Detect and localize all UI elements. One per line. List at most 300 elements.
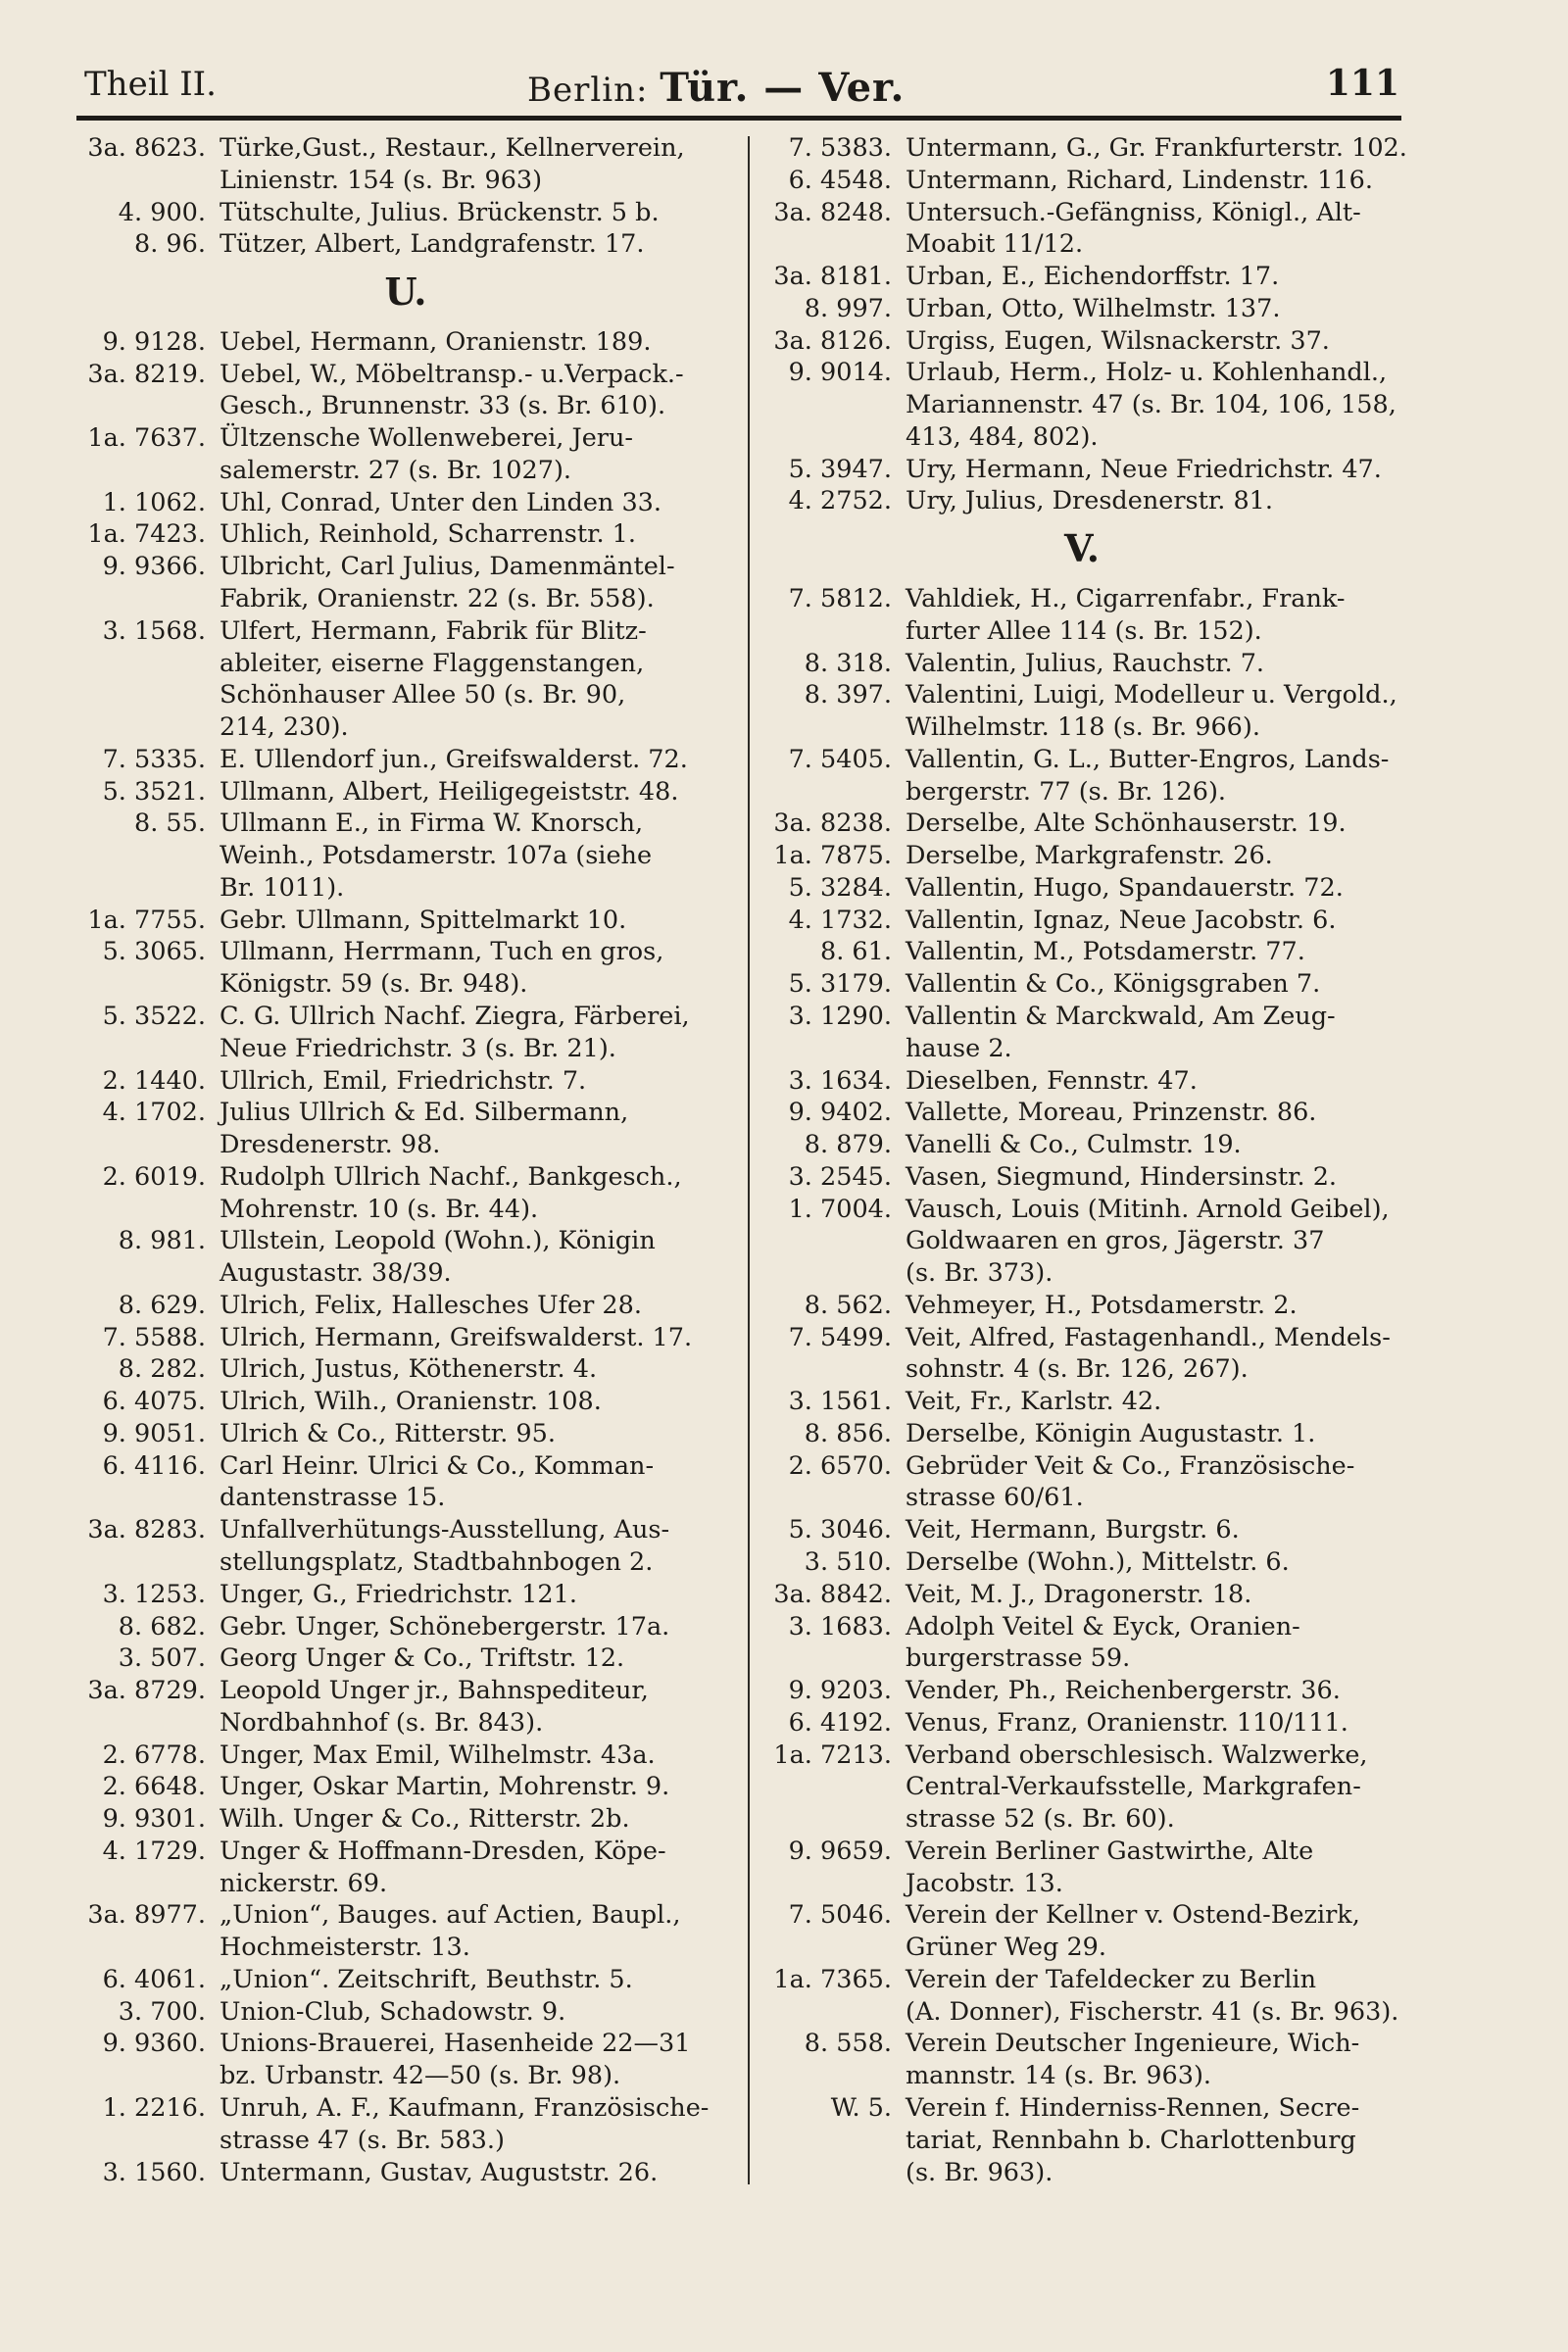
entry-continuation: Neue Friedrichstr. 3 (s. Br. 21). [220, 1033, 616, 1063]
directory-entry [762, 840, 1401, 872]
entry-text: Vender, Ph., Reichenbergerstr. 36. [906, 1676, 1341, 1706]
directory-entry [762, 454, 1401, 486]
entry-text: Vallentin, Hugo, Spandauerstr. 72. [906, 872, 1344, 903]
phone-number: 7. 5383. [788, 133, 892, 163]
entry-continuation: Gesch., Brunnenstr. 33 (s. Br. 610). [220, 391, 666, 421]
directory-entry [762, 485, 1401, 517]
directory-entry [76, 487, 735, 519]
directory-entry [762, 2092, 1401, 2188]
entry-text: Veit, M. J., Dragonerstr. 18. [906, 1579, 1252, 1609]
phone-number: 2. 1440. [102, 1065, 206, 1096]
phone-number: 7. 5812. [788, 584, 892, 614]
section-letter: V. [1063, 526, 1101, 571]
entry-text: „Union“. Zeitschrift, Beuthstr. 5. [220, 1964, 633, 1994]
entry-text: Ullmann, Herrmann, Tuch en gros, [220, 937, 664, 967]
directory-entry [76, 1579, 735, 1611]
phone-number: 3. 507. [118, 1643, 206, 1674]
directory-entry [76, 518, 735, 551]
entry-text: Vallentin, G. L., Butter-Engros, Lands- [906, 744, 1390, 774]
phone-number: 7. 5335. [102, 744, 206, 774]
phone-number: 6. 4075. [102, 1387, 206, 1417]
entry-text: Urban, E., Eichendorffstr. 17. [906, 262, 1280, 292]
entry-text: Untermann, Gustav, Auguststr. 26. [220, 2157, 659, 2187]
entry-continuation: strasse 47 (s. Br. 583.) [220, 2125, 505, 2155]
entry-continuation: Nordbahnhof (s. Br. 843). [220, 1707, 544, 1738]
entry-text: Gebr. Unger, Schönebergerstr. 17a. [220, 1611, 670, 1642]
phone-number: 9. 9051. [102, 1418, 206, 1448]
directory-entry [762, 1899, 1401, 1964]
phone-number: 8. 55. [134, 808, 206, 839]
phone-number: 1a. 7755. [87, 905, 206, 935]
entry-text: Verband oberschlesisch. Walzwerke, [906, 1740, 1368, 1770]
directory-entry [762, 1322, 1401, 1387]
directory-entry [76, 1225, 735, 1290]
directory-entry [76, 1001, 735, 1065]
entry-text: Ültzensche Wollenweberei, Jeru- [220, 423, 634, 454]
directory-entry [76, 1418, 735, 1450]
entry-text: Urlaub, Herm., Holz- u. Kohlenhandl., [906, 358, 1388, 388]
directory-entry [762, 165, 1401, 197]
entry-text: Derselbe, Alte Schönhauserstr. 19. [906, 808, 1347, 839]
entry-text: Vallette, Moreau, Prinzenstr. 86. [906, 1098, 1317, 1128]
entry-text: Uebel, W., Möbeltransp.- u.Verpack.- [220, 359, 684, 389]
page-number: 111 [1325, 63, 1399, 104]
entry-text: Verein Deutscher Ingenieure, Wich- [906, 2029, 1360, 2059]
directory-entry [76, 2092, 735, 2157]
phone-number: 3a. 8238. [773, 808, 892, 839]
phone-number: 8. 562. [804, 1290, 892, 1320]
entry-text: Urgiss, Eugen, Wilsnackerstr. 37. [906, 325, 1330, 356]
entry-text: Unger, Max Emil, Wilhelmstr. 43a. [220, 1740, 656, 1770]
entry-text: Vallentin, Ignaz, Neue Jacobstr. 6. [906, 905, 1337, 935]
entry-continuation: Br. 1011). [220, 872, 345, 903]
entry-continuation: Grüner Weg 29. [906, 1933, 1106, 1963]
entry-text: Derselbe (Wohn.), Mittelstr. 6. [906, 1546, 1290, 1577]
entry-continuation: Weinh., Potsdamerstr. 107a (siehe [220, 841, 653, 871]
entry-text: Ulfert, Hermann, Fabrik für Blitz- [220, 615, 647, 646]
phone-number: 9. 9659. [788, 1836, 892, 1866]
directory-entry [762, 1675, 1401, 1707]
entry-continuation: burgerstrasse 59. [906, 1643, 1131, 1674]
directory-entry [76, 936, 735, 1001]
entry-text: Verein der Tafeldecker zu Berlin [906, 1964, 1317, 1994]
phone-number: 3a. 8842. [773, 1579, 892, 1609]
directory-entry [76, 1353, 735, 1386]
phone-number: 6. 4548. [788, 165, 892, 195]
phone-number: 2. 6648. [102, 1772, 206, 1802]
entry-continuation: ableiter, eiserne Flaggenstangen, [220, 648, 645, 678]
phone-number: 9. 9014. [788, 358, 892, 388]
phone-number: 3. 1561. [788, 1387, 892, 1417]
phone-number: 4. 1702. [102, 1098, 206, 1128]
entry-text: Veit, Fr., Karlstr. 42. [906, 1387, 1162, 1417]
entry-continuation: Königstr. 59 (s. Br. 948). [220, 969, 528, 1000]
directory-entry [76, 776, 735, 808]
phone-number: 1a. 7875. [773, 841, 892, 871]
directory-entry [76, 228, 735, 261]
city-label: Berlin: [527, 71, 649, 110]
phone-number: 3. 700. [118, 1996, 206, 2027]
entry-continuation: strasse 60/61. [906, 1483, 1084, 1513]
directory-entry [762, 648, 1401, 680]
entry-text: Vallentin & Marckwald, Am Zeug- [906, 1001, 1336, 1031]
directory-entry [76, 1771, 735, 1803]
entry-continuation: strasse 52 (s. Br. 60). [906, 1804, 1175, 1835]
directory-entry [76, 359, 735, 423]
phone-number: 3a. 8283. [87, 1515, 206, 1545]
section-letter: U. [384, 270, 427, 315]
entry-text: Carl Heinr. Ulrici & Co., Komman- [220, 1450, 655, 1481]
directory-entry [76, 808, 735, 904]
entry-text: Urban, Otto, Wilhelmstr. 137. [906, 293, 1281, 323]
phone-number: 8. 997. [804, 293, 892, 323]
entry-text: Vehmeyer, H., Potsdamerstr. 2. [906, 1290, 1298, 1320]
entry-continuation: Hochmeisterstr. 13. [220, 1933, 470, 1963]
phone-number: 3. 2545. [788, 1161, 892, 1192]
entry-text: Ullmann E., in Firma W. Knorsch, [220, 808, 644, 839]
entry-continuation: Schönhauser Allee 50 (s. Br. 90, [220, 680, 626, 710]
phone-number: 3. 1634. [788, 1065, 892, 1096]
entry-continuation: salemerstr. 27 (s. Br. 1027). [220, 455, 572, 485]
directory-entry [76, 1161, 735, 1226]
phone-number: 1a. 7213. [773, 1740, 892, 1770]
phone-number: 8. 318. [804, 648, 892, 678]
phone-number: 5. 3065. [102, 937, 206, 967]
directory-entry [762, 1161, 1401, 1194]
directory-entry [76, 422, 735, 487]
phone-number: 3. 1560. [102, 2157, 206, 2187]
phone-number: 3a. 8181. [773, 262, 892, 292]
entry-continuation: Goldwaaren en gros, Jägerstr. 37 [906, 1226, 1325, 1256]
phone-number: 8. 96. [134, 229, 206, 260]
directory-entry [762, 1450, 1401, 1515]
entry-text: Wilh. Unger & Co., Ritterstr. 2b. [220, 1804, 630, 1835]
directory-entry [76, 615, 735, 744]
entry-text: Untersuch.-Gefängniss, Königl., Alt- [906, 197, 1361, 227]
phone-number: 6. 4116. [102, 1450, 206, 1481]
directory-entry [762, 1611, 1401, 1676]
directory-entry [76, 1996, 735, 2029]
directory-entry [76, 1836, 735, 1900]
entry-text: Veit, Hermann, Burgstr. 6. [906, 1515, 1240, 1545]
directory-entry [762, 968, 1401, 1001]
entry-continuation: bergerstr. 77 (s. Br. 126). [906, 776, 1227, 807]
phone-number: 3. 1568. [102, 615, 206, 646]
phone-number: 2. 6019. [102, 1161, 206, 1192]
phone-number: 8. 282. [118, 1354, 206, 1385]
directory-entry [762, 1964, 1401, 2029]
entry-text: Vallentin, M., Potsdamerstr. 77. [906, 937, 1305, 967]
entry-continuation: Mohrenstr. 10 (s. Br. 44). [220, 1194, 539, 1224]
entry-continuation: Linienstr. 154 (s. Br. 963) [220, 165, 543, 195]
phone-number: 3. 1683. [788, 1611, 892, 1642]
phone-number: 4. 2752. [788, 486, 892, 516]
entry-text: Ulrich, Hermann, Greifswalderst. 17. [220, 1322, 693, 1352]
entry-text: Venus, Franz, Oranienstr. 110/111. [906, 1707, 1348, 1738]
directory-entry [76, 1675, 735, 1740]
entry-text: Verein der Kellner v. Ostend-Bezirk, [906, 1900, 1360, 1931]
directory-entry [76, 551, 735, 615]
phone-number: 9. 9301. [102, 1804, 206, 1835]
entry-continuation: dantenstrasse 15. [220, 1483, 446, 1513]
directory-entry [76, 905, 735, 937]
phone-number: 4. 1732. [788, 905, 892, 935]
directory-entry [762, 2028, 1401, 2092]
phone-number: 8. 879. [804, 1130, 892, 1160]
entry-text: Ulrich, Wilh., Oranienstr. 108. [220, 1387, 602, 1417]
page-header [76, 61, 1401, 121]
directory-entry [762, 1579, 1401, 1611]
entry-text: Untermann, G., Gr. Frankfurterstr. 102. [906, 133, 1407, 163]
entry-text: Gebr. Ullmann, Spittelmarkt 10. [220, 905, 627, 935]
entry-text: Ullrich, Emil, Friedrichstr. 7. [220, 1065, 587, 1096]
directory-entry [762, 679, 1401, 744]
directory-entry [76, 1065, 735, 1098]
entry-continuation: Moabit 11/12. [906, 229, 1084, 260]
left-column [76, 132, 735, 2188]
phone-number: W. 5. [830, 2093, 892, 2123]
phone-number: 3. 510. [804, 1546, 892, 1577]
phone-number: 4. 900. [118, 197, 206, 227]
entry-text: Unger, Oskar Martin, Mohrenstr. 9. [220, 1772, 670, 1802]
directory-entry [76, 1740, 735, 1772]
entry-text: Veit, Alfred, Fastagenhandl., Mendels- [906, 1322, 1391, 1352]
directory-entry [76, 1642, 735, 1675]
directory-entry [762, 905, 1401, 937]
entry-text: Unger, G., Friedrichstr. 121. [220, 1579, 577, 1609]
phone-number: 1a. 7423. [87, 519, 206, 550]
entry-text: Ullmann, Albert, Heiligegeiststr. 48. [220, 776, 679, 807]
directory-entry [762, 744, 1401, 808]
entry-continuation: Dresdenerstr. 98. [220, 1130, 441, 1160]
directory-entry [76, 326, 735, 359]
entry-text: Derselbe, Königin Augustastr. 1. [906, 1418, 1316, 1448]
phone-number: 9. 9360. [102, 2029, 206, 2059]
entry-continuation: sohnstr. 4 (s. Br. 126, 267). [906, 1354, 1249, 1385]
directory-entry [76, 2028, 735, 2092]
directory-entry [762, 1546, 1401, 1579]
directory-entry [762, 1001, 1401, 1065]
range-label: Tür. — Ver. [660, 65, 906, 111]
entry-text: Unruh, A. F., Kaufmann, Französische- [220, 2093, 710, 2123]
right-column [762, 132, 1407, 2188]
directory-entry [76, 1611, 735, 1643]
directory-entry [762, 261, 1401, 293]
entry-text: E. Ullendorf jun., Greifswalderst. 72. [220, 744, 688, 774]
phone-number: 5. 3947. [788, 454, 892, 484]
phone-number: 3. 1253. [102, 1579, 206, 1609]
entry-continuation: 413, 484, 802). [906, 421, 1099, 452]
directory-entry [762, 1129, 1401, 1161]
column-divider [748, 136, 750, 2184]
entry-text: Türke,Gust., Restaur., Kellnerverein, [220, 133, 685, 163]
entry-text: Unions-Brauerei, Hasenheide 22—31 [220, 2029, 691, 2059]
directory-entry [762, 1290, 1401, 1322]
directory-entry [76, 1386, 735, 1418]
entry-text: Leopold Unger jr., Bahnspediteur, [220, 1676, 649, 1706]
entry-text: Vanelli & Co., Culmstr. 19. [906, 1130, 1242, 1160]
phone-number: 5. 3522. [102, 1001, 206, 1031]
phone-number: 3a. 8126. [773, 325, 892, 356]
entry-continuation: 214, 230). [220, 712, 349, 743]
entry-text: Julius Ullrich & Ed. Silbermann, [220, 1098, 629, 1128]
entry-text: Vasen, Siegmund, Hindersinstr. 2. [906, 1161, 1338, 1192]
entry-text: Vausch, Louis (Mitinh. Arnold Geibel), [906, 1194, 1390, 1224]
entry-text: Uhl, Conrad, Unter den Linden 33. [220, 487, 662, 517]
entry-continuation: (s. Br. 373). [906, 1258, 1054, 1289]
directory-entry [762, 1097, 1401, 1129]
entry-text: Tütschulte, Julius. Brückenstr. 5 b. [220, 197, 660, 227]
directory-entry [76, 1899, 735, 1964]
entry-text: Ury, Hermann, Neue Friedrichstr. 47. [906, 454, 1382, 484]
phone-number: 6. 4192. [788, 1707, 892, 1738]
directory-entry [762, 1065, 1401, 1098]
directory-entry [762, 1386, 1401, 1418]
entry-text: Union-Club, Schadowstr. 9. [220, 1996, 566, 2027]
directory-entry [762, 936, 1401, 968]
directory-entry [76, 1290, 735, 1322]
entry-text: Ury, Julius, Dresdenerstr. 81. [906, 486, 1274, 516]
entry-continuation: hause 2. [906, 1033, 1012, 1063]
phone-number: 8. 397. [804, 680, 892, 710]
phone-number: 8. 61. [820, 937, 892, 967]
phone-number: 1. 2216. [102, 2093, 206, 2123]
phone-number: 8. 981. [118, 1226, 206, 1256]
entry-text: Valentini, Luigi, Modelleur u. Vergold., [906, 680, 1397, 710]
entry-text: Tützer, Albert, Landgrafenstr. 17. [220, 229, 645, 260]
phone-number: 3. 1290. [788, 1001, 892, 1031]
phone-number: 2. 6778. [102, 1740, 206, 1770]
entry-text: „Union“, Bauges. auf Actien, Baupl., [220, 1900, 681, 1931]
directory-entry [76, 1322, 735, 1354]
entry-continuation: bz. Urbanstr. 42—50 (s. Br. 98). [220, 2061, 621, 2091]
entry-text: Unfallverhütungs-Ausstellung, Aus- [220, 1515, 670, 1545]
entry-text: Dieselben, Fennstr. 47. [906, 1065, 1198, 1096]
directory-entry [76, 744, 735, 776]
entry-text: Unger & Hoffmann-Dresden, Köpe- [220, 1836, 666, 1866]
phone-number: 8. 629. [118, 1290, 206, 1320]
phone-number: 8. 558. [804, 2029, 892, 2059]
phone-number: 1a. 7365. [773, 1964, 892, 1994]
directory-entry [762, 1418, 1401, 1450]
directory-entry [762, 1836, 1401, 1900]
entry-text: Verein f. Hinderniss-Rennen, Secre- [906, 2093, 1360, 2123]
directory-entry [762, 132, 1407, 165]
directory-entry [762, 1514, 1401, 1546]
directory-entry [76, 1964, 735, 1996]
directory-entry [76, 1450, 735, 1515]
entry-text: Ulrich & Co., Ritterstr. 95. [220, 1418, 556, 1448]
running-title [527, 65, 905, 111]
entry-continuation: Jacobstr. 13. [906, 1868, 1063, 1898]
phone-number: 6. 4061. [102, 1964, 206, 1994]
entry-text: Ullstein, Leopold (Wohn.), Königin [220, 1226, 656, 1256]
entry-text: C. G. Ullrich Nachf. Ziegra, Färberei, [220, 1001, 690, 1031]
directory-entry [76, 2157, 735, 2189]
entry-text: Untermann, Richard, Lindenstr. 116. [906, 165, 1373, 195]
entry-continuation: stellungsplatz, Stadtbahnbogen 2. [220, 1546, 654, 1577]
directory-entry [76, 1097, 735, 1161]
entry-text: Derselbe, Markgrafenstr. 26. [906, 841, 1273, 871]
phone-number: 3a. 8219. [87, 359, 206, 389]
part-label: Theil II. [84, 65, 217, 104]
phone-number: 5. 3179. [788, 969, 892, 1000]
phone-number: 8. 682. [118, 1611, 206, 1642]
phone-number: 5. 3521. [102, 776, 206, 807]
phone-number: 1. 7004. [788, 1194, 892, 1224]
phone-number: 4. 1729. [102, 1836, 206, 1866]
entry-continuation: Fabrik, Oranienstr. 22 (s. Br. 558). [220, 584, 655, 614]
directory-entry [76, 1514, 735, 1579]
directory-entry [76, 197, 735, 229]
entry-text: Vallentin & Co., Königsgraben 7. [906, 969, 1321, 1000]
entry-text: Ulrich, Felix, Hallesches Ufer 28. [220, 1290, 642, 1320]
entry-text: Gebrüder Veit & Co., Französische- [906, 1450, 1355, 1481]
phone-number: 3a. 8623. [87, 133, 206, 163]
entry-continuation: Augustastr. 38/39. [220, 1258, 452, 1289]
directory-entry [762, 583, 1401, 648]
phone-number: 1a. 7637. [87, 423, 206, 454]
directory-entry [762, 1194, 1401, 1290]
phone-number: 7. 5499. [788, 1322, 892, 1352]
entry-continuation: tariat, Rennbahn b. Charlottenburg [906, 2125, 1356, 2155]
phone-number: 3a. 8248. [773, 197, 892, 227]
entry-text: Adolph Veitel & Eyck, Oranien- [906, 1611, 1300, 1642]
phone-number: 8. 856. [804, 1418, 892, 1448]
entry-continuation: Central-Verkaufsstelle, Markgrafen- [906, 1772, 1361, 1802]
entry-text: Verein Berliner Gastwirthe, Alte [906, 1836, 1314, 1866]
phone-number: 9. 9366. [102, 552, 206, 582]
entry-text: Vahldiek, H., Cigarrenfabr., Frank- [906, 584, 1346, 614]
phone-number: 1. 1062. [102, 487, 206, 517]
entry-text: Rudolph Ullrich Nachf., Bankgesch., [220, 1161, 682, 1192]
directory-entry [762, 197, 1401, 262]
entry-text: Ulbricht, Carl Julius, Damenmäntel- [220, 552, 675, 582]
phone-number: 9. 9402. [788, 1098, 892, 1128]
directory-entry [76, 132, 735, 197]
phone-number: 7. 5046. [788, 1900, 892, 1931]
phone-number: 2. 6570. [788, 1450, 892, 1481]
entry-continuation: nickerstr. 69. [220, 1868, 388, 1898]
entry-continuation: Wilhelmstr. 118 (s. Br. 966). [906, 712, 1260, 743]
directory-entry [762, 357, 1401, 453]
directory-entry [762, 1707, 1401, 1740]
phone-number: 7. 5588. [102, 1322, 206, 1352]
directory-entry [762, 872, 1401, 905]
phone-number: 9. 9128. [102, 326, 206, 357]
entry-continuation: furter Allee 114 (s. Br. 152). [906, 615, 1262, 646]
directory-entry [762, 293, 1401, 325]
entry-text: Valentin, Julius, Rauchstr. 7. [906, 648, 1265, 678]
entry-continuation: Mariannenstr. 47 (s. Br. 104, 106, 158, [906, 390, 1396, 420]
entry-continuation: (s. Br. 963). [906, 2157, 1054, 2187]
phone-number: 5. 3284. [788, 872, 892, 903]
directory-entry [76, 1803, 735, 1836]
entry-text: Uebel, Hermann, Oranienstr. 189. [220, 326, 652, 357]
entry-text: Ulrich, Justus, Köthenerstr. 4. [220, 1354, 598, 1385]
phone-number: 3a. 8977. [87, 1900, 206, 1931]
directory-entry [762, 1740, 1401, 1836]
phone-number: 3a. 8729. [87, 1676, 206, 1706]
phone-number: 5. 3046. [788, 1515, 892, 1545]
phone-number: 7. 5405. [788, 744, 892, 774]
entry-continuation: mannstr. 14 (s. Br. 963). [906, 2061, 1212, 2091]
phone-number: 9. 9203. [788, 1676, 892, 1706]
directory-entry [762, 808, 1401, 840]
directory-entry [762, 325, 1401, 358]
entry-text: Georg Unger & Co., Triftstr. 12. [220, 1643, 625, 1674]
entry-text: Uhlich, Reinhold, Scharrenstr. 1. [220, 519, 637, 550]
